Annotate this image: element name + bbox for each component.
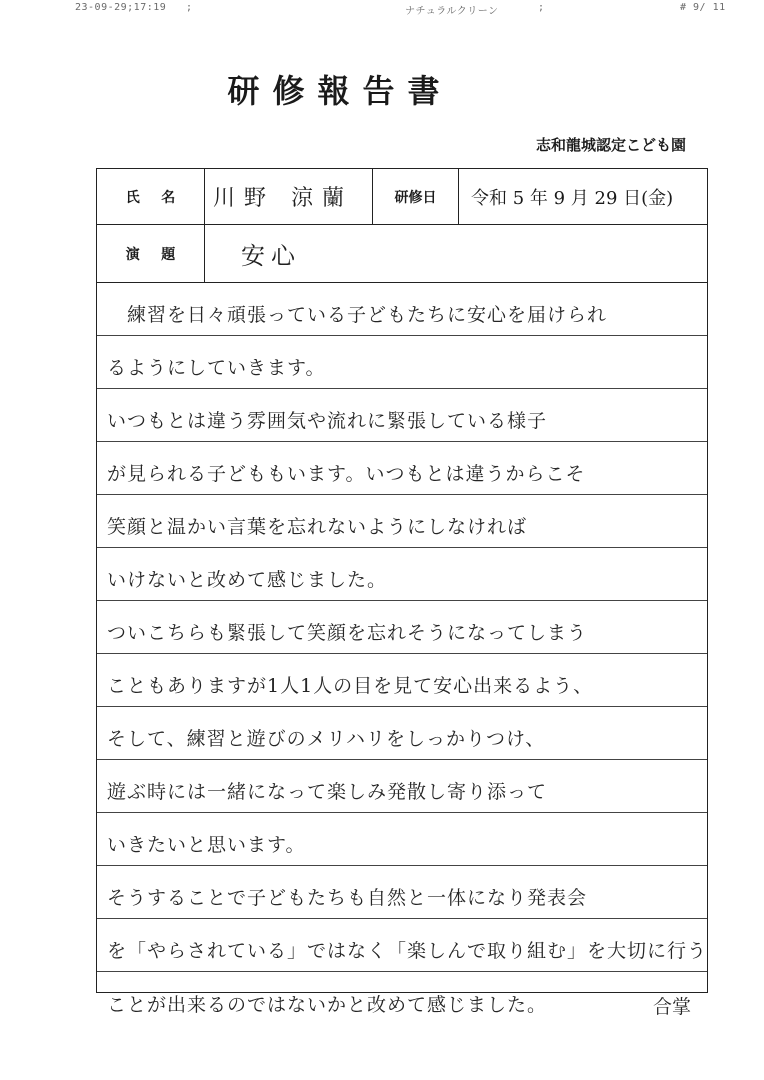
body-line xyxy=(97,919,707,972)
name-value-cell xyxy=(205,169,373,224)
fax-page-number: # 9/ 11 xyxy=(680,2,726,13)
body-line-text: 笑顔と温かい言葉を忘れないようにしなければ xyxy=(107,516,528,538)
body-line-text: が見られる子どももいます。いつもとは違うからこそ xyxy=(107,463,586,485)
closing-gassho: 合掌 xyxy=(652,996,691,1018)
topic-value-cell xyxy=(205,225,705,282)
body-line-text: 遊ぶ時には一緒になって楽しみ発散し寄り添って xyxy=(107,781,548,803)
body-line-text: いきたいと思います。 xyxy=(107,834,306,856)
body-line-text: こともありますが1人1人の目を見て安心出来るよう、 xyxy=(107,675,594,697)
body-line xyxy=(97,548,707,601)
name-label-char: 名 xyxy=(161,189,176,206)
date-label: 研修日 xyxy=(373,169,459,224)
fax-timestamp: 23-09-29;17:19 xyxy=(75,2,167,13)
name-value: 川野 涼蘭 xyxy=(213,186,353,211)
body-line xyxy=(97,760,707,813)
body-line-text: ことが出来るのではないかと改めて感じました。 xyxy=(107,994,548,1016)
fax-separator: ; xyxy=(186,2,193,13)
fax-sender: ナチュラルクリーン xyxy=(405,6,499,17)
body-line-text: 練習を日々頑張っている子どもたちに安心を届けられ xyxy=(107,304,608,326)
topic-label-char: 題 xyxy=(161,246,176,263)
body-line xyxy=(97,866,707,919)
report-form xyxy=(96,168,708,1018)
body-line xyxy=(97,813,707,866)
body-line-text: いつもとは違う雰囲気や流れに緊張している様子 xyxy=(107,410,548,432)
report-body xyxy=(97,283,707,1025)
body-line xyxy=(97,654,707,707)
topic-label xyxy=(97,225,205,282)
topic-value: 安心 xyxy=(241,242,301,270)
name-label-char: 氏 xyxy=(125,189,140,206)
header-row-topic xyxy=(97,225,707,283)
body-line xyxy=(97,389,707,442)
body-line xyxy=(97,601,707,654)
body-line xyxy=(97,283,707,336)
body-line xyxy=(97,442,707,495)
body-line-text: そして、練習と遊びのメリハリをしっかりつけ、 xyxy=(107,728,546,750)
body-line-text: ついこちらも緊張して笑顔を忘れそうになってしまう xyxy=(107,622,588,644)
date-value: 令和 5 年 9 月 29 日(金) xyxy=(471,187,674,209)
fax-separator: ; xyxy=(538,2,545,13)
document-title: 研修報告書 xyxy=(227,72,453,110)
header-row-name-date xyxy=(97,169,707,225)
body-line-text: そうすることで子どもたちも自然と一体になり発表会 xyxy=(107,887,588,909)
body-line xyxy=(97,707,707,760)
body-line xyxy=(97,336,707,389)
body-line-text: を「やらされている」ではなく「楽しんで取り組む」を大切に行う xyxy=(107,940,708,962)
name-label xyxy=(97,169,205,224)
topic-label-char: 演 xyxy=(125,246,140,263)
body-line-text: るようにしていきます。 xyxy=(107,357,326,379)
organization-name: 志和龍城認定こども園 xyxy=(535,136,686,154)
body-line xyxy=(97,495,707,548)
body-line xyxy=(97,972,707,1025)
body-line-text: いけないと改めて感じました。 xyxy=(107,569,388,591)
